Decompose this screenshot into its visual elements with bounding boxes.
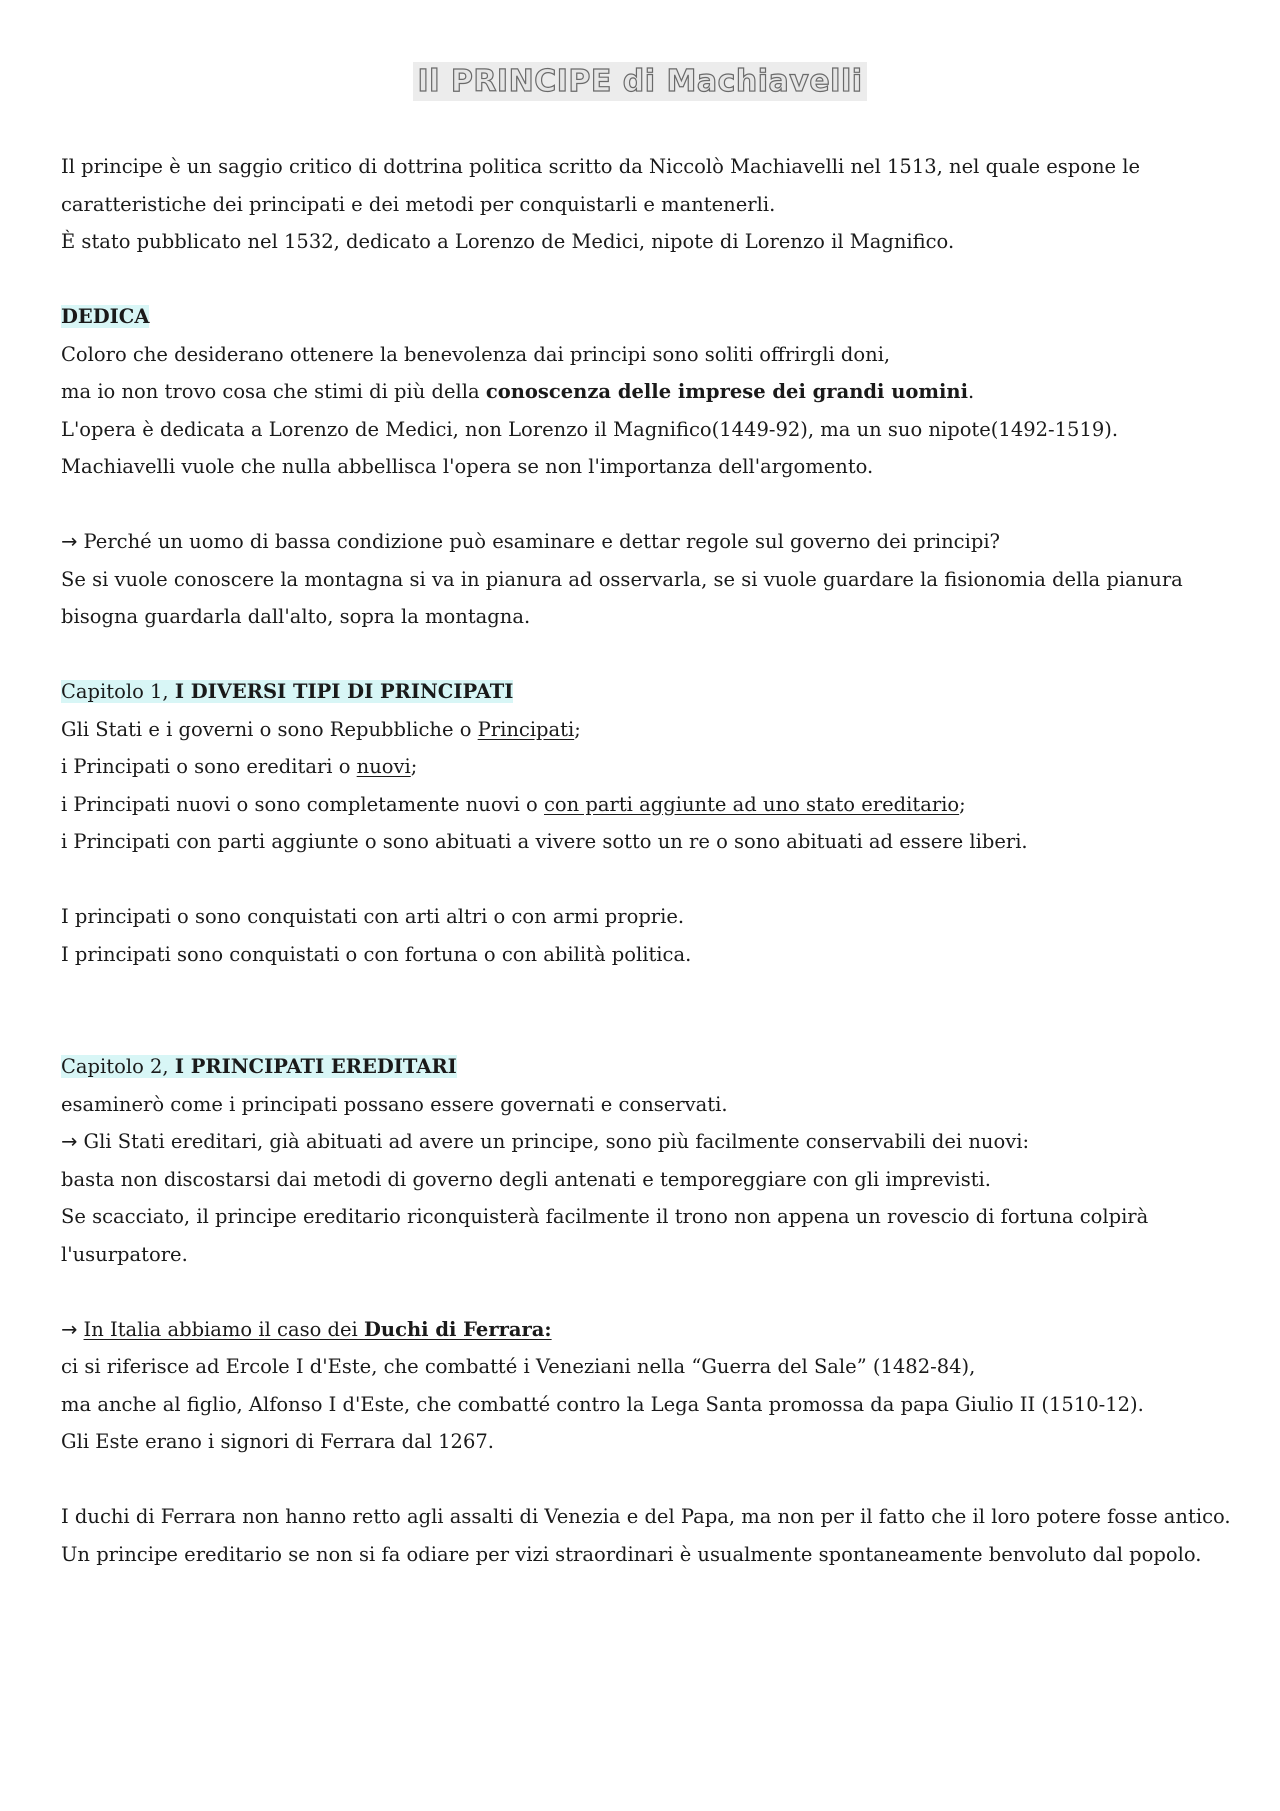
title-container xyxy=(0,62,1280,101)
cap1-line-1-underline: Principati xyxy=(477,717,575,741)
cap2-line-1: esaminerò come i principati possano essere governati e conservati. xyxy=(61,1092,728,1116)
cap1-line-2-pre: i Principati o sono ereditari o xyxy=(61,755,357,778)
cap1-label: Capitolo 1, xyxy=(61,680,175,703)
dedica-line-2-bold: conoscenza delle imprese dei grandi uomini xyxy=(485,380,969,403)
arrow-icon: → xyxy=(61,530,78,553)
document-body xyxy=(61,148,1231,1573)
cap2-line-2 xyxy=(61,1123,1231,1161)
intro-line-3: È stato pubblicato nel 1532, dedicato a Lorenzo de Medici, nipote di Lorenzo il Magnifico. xyxy=(61,230,955,253)
cap2-label: Capitolo 2, xyxy=(61,1055,175,1078)
cap1-line-5: I principati o sono conquistati con arti altri o con armi proprie. xyxy=(61,905,685,928)
dedica-heading-text: DEDICA xyxy=(61,305,150,328)
dedica-line-3: L'opera è dedicata a Lorenzo de Medici, non Lorenzo il Magnifico(1449-92), ma un suo nipote(1492-1519). xyxy=(61,417,1119,441)
cap1-line-3 xyxy=(61,786,1231,824)
cap1-line-1 xyxy=(61,711,1231,749)
ferrara-line-3: Gli Este erano i signori di Ferrara dal 1267. xyxy=(61,1430,494,1453)
ferrara-heading xyxy=(61,1311,1231,1349)
cap2-title: I PRINCIPATI EREDITARI xyxy=(174,1055,457,1078)
cap2-heading-line xyxy=(61,1048,1231,1086)
arrow-icon: → xyxy=(61,1130,78,1153)
ferrara-line-1: ci si riferisce ad Ercole I d'Este, che combatté i Veneziani nella “Guerra del Sale” (1482-84), xyxy=(61,1355,976,1378)
dedica-question-text: Perché un uomo di bassa condizione può esaminare e dettar regole sul governo dei principi? xyxy=(77,530,1001,553)
dedica-line-1: Coloro che desiderano ottenere la benevolenza dai principi sono soliti offrirgli doni, xyxy=(61,342,891,366)
intro-line-1: Il principe è un saggio critico di dottrina politica scritto da Niccolò Machiavelli nel 1513, nel quale espone le xyxy=(61,155,1141,178)
dedica-answer-1: Se si vuole conoscere la montagna si va in pianura ad osservarla, se si vuole guardare la fisionomia della pianura xyxy=(61,567,1183,591)
ferrara-underline xyxy=(84,1318,552,1341)
cap1-line-3-post: ; xyxy=(959,792,966,816)
cap2-line-2-text: Gli Stati ereditari, già abituati ad avere un principe, sono più facilmente conservabili dei nuovi: xyxy=(77,1130,1030,1153)
dedica-line-2-post: . xyxy=(968,380,975,403)
dedica-heading xyxy=(61,305,149,328)
page-title: Il PRINCIPE di Machiavelli xyxy=(413,62,866,101)
arrow-icon: → xyxy=(61,1317,78,1341)
cap2-heading xyxy=(61,1055,457,1078)
ferrara-underline-text: In Italia abbiamo il caso dei xyxy=(83,1317,364,1341)
cap1-line-2-post: ; xyxy=(410,755,418,778)
conclusion-line-2: Un principe ereditario se non si fa odiare per vizi straordinari è usualmente spontaneamente benvoluto dal popolo. xyxy=(61,1542,1202,1566)
cap2-line-4: Se scacciato, il principe ereditario riconquisterà facilmente il trono non appena un rovescio di fortuna colpirà xyxy=(61,1205,1149,1228)
cap1-line-1-post: ; xyxy=(574,717,581,741)
ferrara-line-2: ma anche al figlio, Alfonso I d'Este, che combatté contro la Lega Santa promossa da papa Giulio II (1510-12). xyxy=(61,1392,1144,1416)
dedica-line-2 xyxy=(61,373,1231,411)
dedica-line-4: Machiavelli vuole che nulla abbellisca l'opera se non l'importanza dell'argomento. xyxy=(61,455,874,478)
cap1-line-3-underline: con parti aggiunte ad uno stato ereditario xyxy=(544,792,960,816)
cap1-line-6: I principati sono conquistati o con fortuna o con abilità politica. xyxy=(61,942,692,966)
cap1-heading xyxy=(61,680,513,703)
cap1-line-2-underline: nuovi xyxy=(356,755,411,778)
cap1-heading-line xyxy=(61,673,1231,711)
cap2-line-5: l'usurpatore. xyxy=(61,1242,188,1266)
cap2-line-3: basta non discostarsi dai metodi di governo degli antenati e temporeggiare con gli imprevisti. xyxy=(61,1167,991,1191)
cap1-title: I DIVERSI TIPI DI PRINCIPATI xyxy=(174,680,514,703)
cap1-line-1-pre: Gli Stati e i governi o sono Repubbliche o xyxy=(61,717,478,741)
cap1-line-2 xyxy=(61,748,1231,786)
dedica-answer-2: bisogna guardarla dall'alto, sopra la montagna. xyxy=(61,605,531,628)
ferrara-bold: Duchi di Ferrara: xyxy=(363,1317,552,1341)
dedica-line-2-pre: ma io non trovo cosa che stimi di più della xyxy=(61,380,486,403)
cap1-line-4: i Principati con parti aggiunte o sono abituati a vivere sotto un re o sono abituati ad essere liberi. xyxy=(61,830,1028,853)
dedica-heading-line xyxy=(61,298,1231,336)
intro-line-2: caratteristiche dei principati e dei metodi per conquistarli e mantenerli. xyxy=(61,192,776,216)
conclusion-line-1: I duchi di Ferrara non hanno retto agli assalti di Venezia e del Papa, ma non per il fatto che il loro potere fosse antico. xyxy=(61,1505,1231,1528)
dedica-question xyxy=(61,523,1231,561)
cap1-line-3-pre: i Principati nuovi o sono completamente nuovi o xyxy=(61,792,544,816)
